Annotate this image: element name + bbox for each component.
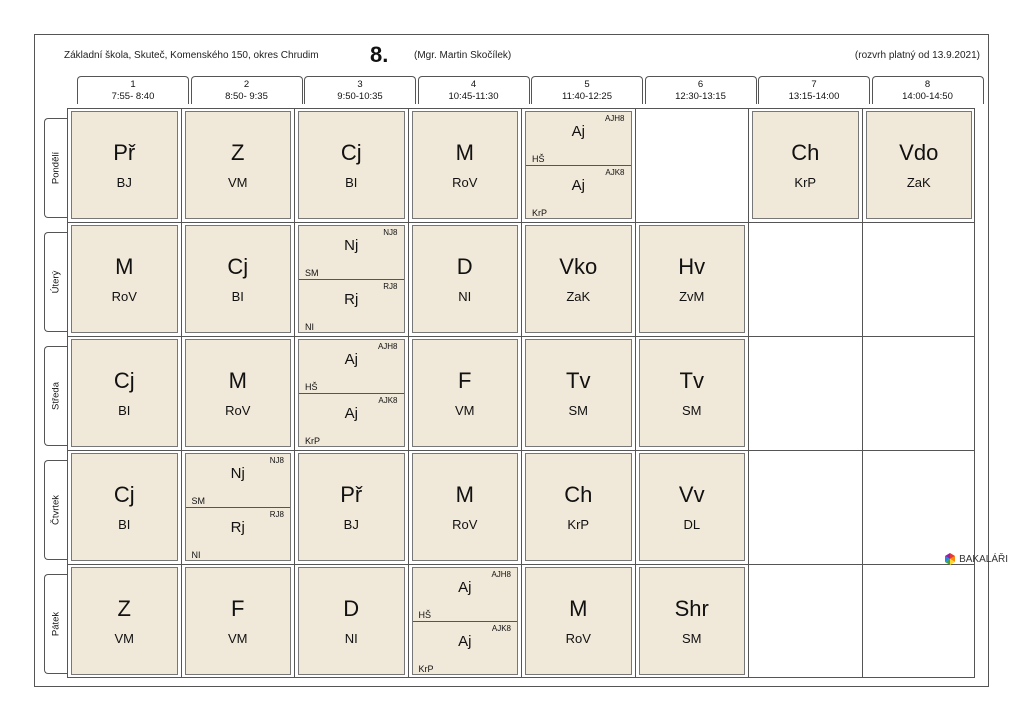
subject-abbr: Vv [678, 482, 705, 507]
grid-line-vertical [521, 108, 522, 678]
day-label: Pátek [50, 611, 62, 637]
subject-abbr: Cj [340, 140, 362, 165]
teacher-abbr: BI [118, 403, 131, 418]
lesson-cell[interactable] [412, 111, 519, 219]
teacher-abbr: ZvM [679, 289, 705, 304]
group-code: NJ8 [383, 228, 398, 237]
period-number: 7 [811, 79, 817, 90]
grid-line-vertical [635, 108, 636, 678]
period-header-3 [304, 76, 416, 104]
subject-abbr: Tv [566, 368, 591, 393]
day-label: Středa [50, 382, 62, 410]
validity-date: (rozvrh platný od 13.9.2021) [854, 50, 980, 61]
lesson-group [299, 340, 404, 393]
teacher-abbr: BJ [343, 517, 359, 532]
lesson-cell[interactable] [298, 225, 405, 333]
teacher-abbr: SM [682, 403, 702, 418]
lesson-group [413, 621, 518, 675]
grid-line-horizontal [67, 677, 975, 678]
subject-abbr: Nj [230, 465, 245, 482]
lesson-cell[interactable] [752, 111, 859, 219]
subject-abbr: F [458, 368, 472, 393]
day-tab [44, 574, 67, 674]
period-time: 11:40-12:25 [561, 91, 612, 102]
period-header-2 [191, 76, 303, 104]
lesson-cell[interactable] [298, 339, 405, 447]
subject-abbr: Př [340, 482, 363, 507]
period-header-7 [758, 76, 870, 104]
day-label: Pondělí [50, 151, 62, 185]
group-code: AJH8 [604, 114, 625, 123]
grid-line-vertical [294, 108, 295, 678]
grid-line-vertical [181, 108, 182, 678]
teacher-abbr: VM [455, 403, 475, 418]
grid-line-horizontal [67, 450, 975, 451]
teacher-abbr: KrP [532, 208, 548, 218]
teacher-abbr: NI [458, 289, 472, 304]
subject-abbr: Př [113, 140, 136, 165]
period-number: 4 [470, 79, 477, 90]
lesson-cell[interactable] [639, 567, 746, 675]
teacher-abbr: VM [114, 631, 134, 646]
subject-abbr: Rj [344, 291, 359, 308]
subject-abbr: Tv [679, 368, 704, 393]
teacher-abbr: KrP [418, 664, 434, 674]
period-header-5 [531, 76, 643, 104]
subject-abbr: Aj [344, 405, 358, 422]
group-code: RJ8 [383, 282, 398, 291]
grid-line-horizontal [67, 564, 975, 565]
group-code: AJK8 [491, 624, 511, 633]
period-header-8 [872, 76, 984, 104]
lesson-group [299, 279, 404, 333]
subject-abbr: D [343, 596, 360, 621]
lesson-group [186, 507, 291, 561]
period-number: 5 [584, 79, 590, 90]
subject-abbr: Ch [791, 140, 820, 165]
subject-abbr: Shr [674, 596, 709, 621]
teacher-abbr: ZaK [906, 175, 931, 190]
teacher-abbr: HŠ [418, 610, 432, 620]
class-teacher: (Mgr. Martin Skočílek) [414, 50, 512, 61]
lesson-cell[interactable] [412, 453, 519, 561]
period-time: 13:15-14:00 [788, 91, 840, 102]
teacher-abbr: ZaK [566, 289, 591, 304]
lesson-cell[interactable] [412, 567, 519, 675]
brand-name: BAKALÁŘI [959, 553, 1008, 565]
group-code: AJK8 [378, 396, 398, 405]
teacher-abbr: SM [682, 631, 702, 646]
lesson-cell[interactable] [639, 453, 746, 561]
day-label: Čtvrtek [50, 494, 62, 526]
subject-abbr: Aj [458, 579, 472, 596]
subject-abbr: Aj [571, 177, 585, 194]
subject-abbr: Aj [571, 123, 585, 140]
lesson-group [186, 454, 291, 507]
subject-abbr: Z [231, 140, 245, 165]
grid-line-vertical [748, 108, 749, 678]
day-label: Úterý [50, 270, 62, 294]
lesson-group [299, 393, 404, 447]
lesson-group [413, 568, 518, 621]
subject-abbr: Cj [113, 482, 135, 507]
group-code: NJ8 [269, 456, 284, 465]
subject-abbr: M [569, 596, 588, 621]
period-number: 6 [697, 79, 704, 90]
lesson-cell[interactable] [71, 111, 178, 219]
grid-line-vertical [408, 108, 409, 678]
subject-abbr: M [115, 254, 134, 279]
lesson-cell[interactable] [866, 111, 973, 219]
lesson-cell[interactable] [525, 225, 632, 333]
subject-abbr: Hv [678, 254, 706, 279]
teacher-abbr: HŠ [305, 382, 318, 392]
lesson-cell[interactable] [185, 225, 292, 333]
group-code: AJK8 [605, 168, 625, 177]
lesson-cell[interactable] [71, 225, 178, 333]
teacher-abbr: NI [344, 631, 358, 646]
class-name: 8. [370, 42, 389, 67]
bakalari-logo [944, 553, 1008, 565]
day-tab [44, 346, 67, 446]
subject-abbr: Z [117, 596, 131, 621]
teacher-abbr: NI [191, 550, 201, 560]
lesson-cell[interactable] [185, 567, 292, 675]
lesson-cell[interactable] [298, 453, 405, 561]
period-number: 3 [357, 79, 363, 90]
subject-abbr: M [455, 140, 474, 165]
period-number: 1 [130, 79, 136, 90]
teacher-abbr: BI [345, 175, 358, 190]
teacher-abbr: RoV [452, 175, 478, 190]
grid-line-vertical [974, 108, 975, 678]
period-header-4 [418, 76, 530, 104]
subject-abbr: Cj [113, 368, 135, 393]
teacher-abbr: BI [118, 517, 131, 532]
school-name: Základní škola, Skuteč, Komenského 150, okres Chrudim [64, 50, 319, 61]
subject-abbr: Aj [344, 351, 358, 368]
lesson-cell[interactable] [298, 567, 405, 675]
teacher-abbr: RoV [565, 631, 591, 646]
period-time: 12:30-13:15 [675, 91, 726, 102]
lesson-cell[interactable] [71, 567, 178, 675]
lesson-group [299, 226, 404, 279]
lesson-group [526, 112, 631, 165]
subject-abbr: Vko [559, 254, 598, 279]
subject-abbr: Rj [230, 519, 245, 536]
teacher-abbr: KrP [567, 517, 590, 532]
day-tab [44, 118, 67, 218]
period-number: 2 [243, 79, 250, 90]
period-time: 14:00-14:50 [902, 91, 953, 102]
teacher-abbr: DL [683, 517, 701, 532]
grid-line-vertical [67, 108, 68, 678]
lesson-cell[interactable] [525, 339, 632, 447]
teacher-abbr: BI [231, 289, 244, 304]
grid-line-horizontal [67, 222, 975, 223]
lesson-cell[interactable] [525, 453, 632, 561]
grid-line-vertical [862, 108, 863, 678]
period-header-1 [77, 76, 189, 104]
teacher-abbr: VM [228, 631, 248, 646]
group-code: AJH8 [491, 570, 511, 579]
subject-abbr: Cj [227, 254, 249, 279]
lesson-cell[interactable] [298, 111, 405, 219]
period-time: 9:50-10:35 [337, 91, 383, 102]
period-number: 8 [924, 79, 931, 90]
teacher-abbr: RoV [225, 403, 251, 418]
subject-abbr: D [456, 254, 473, 279]
teacher-abbr: SM [191, 496, 205, 506]
subject-abbr: M [455, 482, 474, 507]
period-time: 8:50- 9:35 [225, 91, 268, 102]
teacher-abbr: NI [305, 322, 314, 332]
period-time: 7:55- 8:40 [111, 91, 155, 102]
grid-line-horizontal [67, 108, 975, 109]
teacher-abbr: BJ [116, 175, 132, 190]
teacher-abbr: RoV [452, 517, 478, 532]
lesson-cell[interactable] [639, 339, 746, 447]
lesson-cell[interactable] [525, 567, 632, 675]
lesson-cell[interactable] [525, 111, 632, 219]
subject-abbr: Nj [344, 237, 359, 254]
teacher-abbr: KrP [305, 436, 321, 446]
subject-abbr: F [231, 596, 245, 621]
period-header-6 [645, 76, 757, 104]
day-tab [44, 232, 67, 332]
subject-abbr: Vdo [899, 140, 939, 165]
day-tab [44, 460, 67, 560]
period-time: 10:45-11:30 [448, 91, 499, 102]
teacher-abbr: SM [568, 403, 588, 418]
subject-abbr: Aj [458, 633, 472, 650]
teacher-abbr: SM [305, 268, 319, 278]
lesson-cell[interactable] [185, 111, 292, 219]
lesson-group [526, 165, 631, 219]
teacher-abbr: VM [228, 175, 248, 190]
lesson-cell[interactable] [412, 225, 519, 333]
lesson-cell[interactable] [185, 453, 292, 561]
teacher-abbr: RoV [111, 289, 137, 304]
lesson-cell[interactable] [185, 339, 292, 447]
group-code: RJ8 [269, 510, 284, 519]
grid-line-horizontal [67, 336, 975, 337]
teacher-abbr: KrP [794, 175, 817, 190]
lesson-cell[interactable] [639, 225, 746, 333]
timetable-grid [67, 108, 975, 678]
subject-abbr: Ch [564, 482, 593, 507]
lesson-cell[interactable] [71, 453, 178, 561]
group-code: AJH8 [377, 342, 398, 351]
lesson-cell[interactable] [412, 339, 519, 447]
subject-abbr: M [228, 368, 247, 393]
lesson-cell[interactable] [71, 339, 178, 447]
bakalari-icon [944, 553, 956, 565]
teacher-abbr: HŠ [532, 154, 545, 164]
